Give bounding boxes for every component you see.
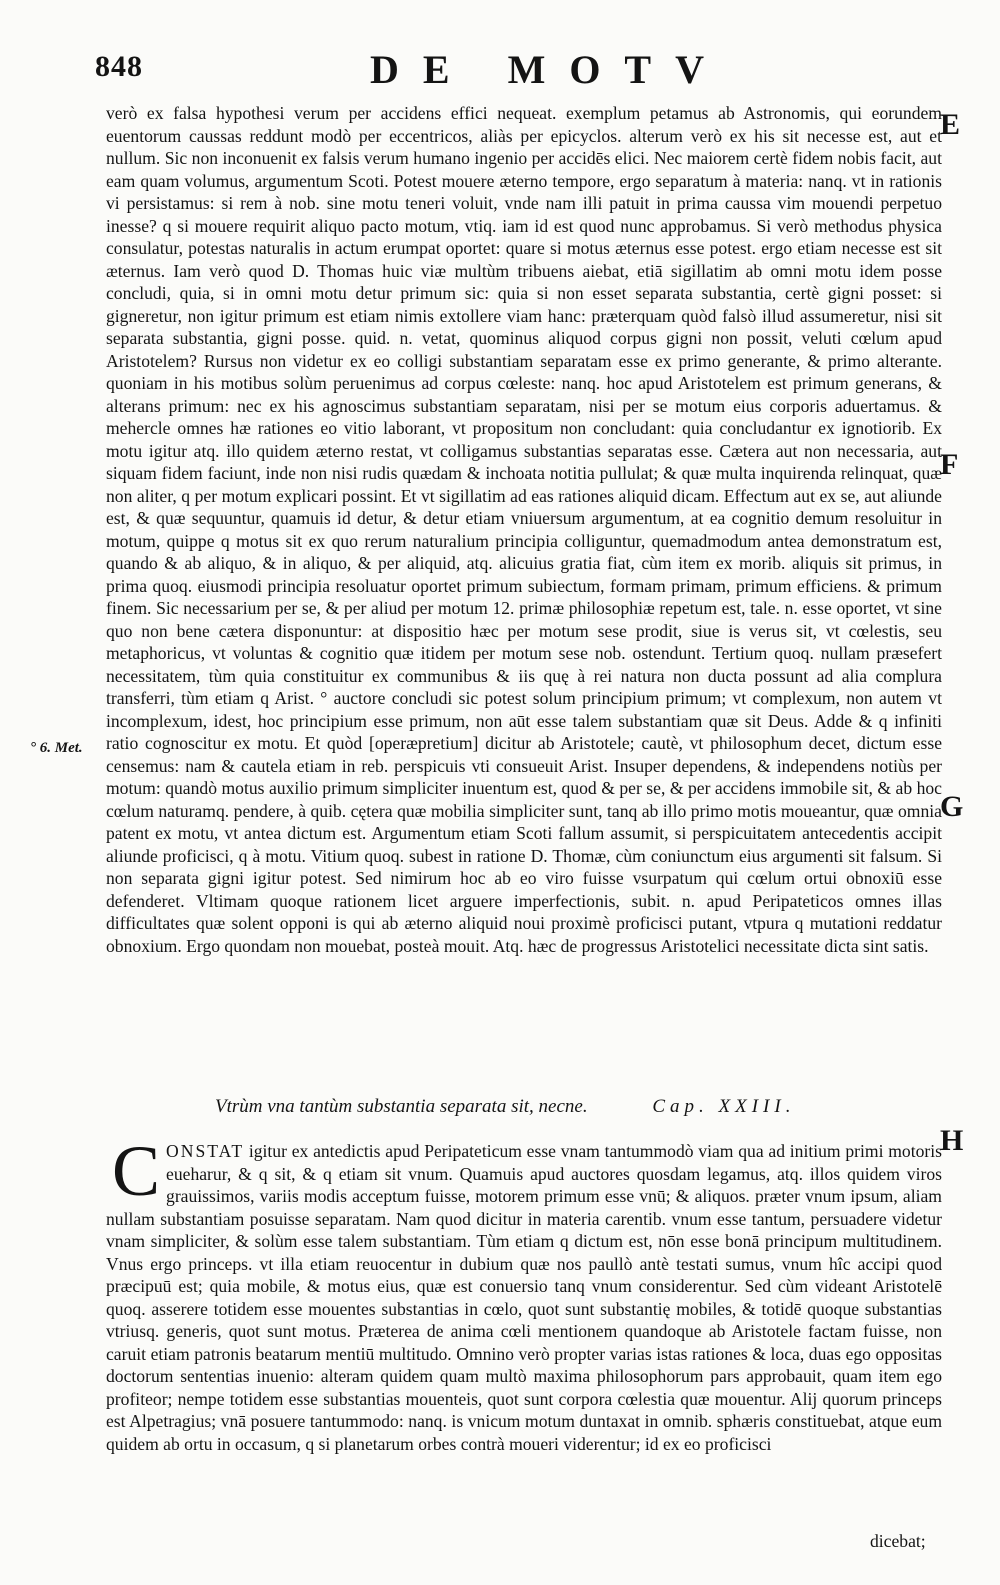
margin-note-reference: ° 6. Met. bbox=[30, 740, 83, 756]
margin-letter-f: F bbox=[940, 448, 959, 481]
running-title: DE MOTV bbox=[370, 47, 728, 92]
chapter-body-text: igitur ex antedictis apud Peripateticum esse vnam tantummodò viam qua ad initium primi motoris eueharur, & q sit, & q etiam sit vnum. Quamuis apud auctores quosdam legamus, atq. illos quidem viros grauissimos, variis modis acceptum fuisse, motorem primum esse vnū; & aliquos. præter vnum ipsum, aliam nullam substantiam posuisse separatam. Nam quod dicitur in materia carentib. vnum esse tantum, persuadere videtur vnam simpliciter, & solùm esse talem substantiam. Tùm etiam q dictum est, nōn esse bonā principum multitudinem. Vnus ergo princeps. vt illa etiam reuocentur in dubium quæ nos paullò antè testati sumus, vnum hîc accipi quod præcipuū est; quia mobile, & motus eius, quæ est conuersio tanq vnum considerentur. Sed cùm videant Aristotelē quoq. asserere totidem esse mouentes substantias in cœlo, quot sunt substantię mobiles, & totidē quoque substantias vtriusq. generis, quot sunt motus. Præterea de anima cœli mentionem quandoque ab Aristotele factam fuisse, non caruit etiam patronis beatarum mentiū multitudo. Omnino verò propter varias istas rationes & loca, duas ego oppositas doctorum sententias inuenio: alteram quidem quam multò maxima philosophorum pars approbauit, quam item ego profiteor; nempe totidem esse substantias mouenteis, quot sunt corpora cœlestia quæ mouentur. Alij quorum princeps est Alpetragius; vnā posuere tantummodo: nanq. is vnicum motum duntaxat in omnib. sphæris constituebat, atque eum quidem ab ortu in occasum, q si planetarum orbes contrà moueri viderentur; id ex eo proficisci bbox=[106, 1141, 942, 1454]
margin-letter-e: E bbox=[940, 108, 961, 141]
chapter-number: Cap. XXIII. bbox=[652, 1096, 796, 1117]
catchword: dicebat; bbox=[870, 1531, 926, 1551]
margin-letter-h: H bbox=[940, 1124, 964, 1157]
drop-cap-initial: C bbox=[112, 1131, 161, 1211]
main-text-paragraph: verò ex falsa hypothesi verum per accidens effici nequeat. exemplum petamus ab Astronomis, qui eorundem euentorum caussas reddunt modò per eccentricos, aliàs per epicyclos. alterum verò ex his sit necesse est, aut et nullum. Sic non inconuenit ex falsis verum humano ingenio per accidēs elici. Nec maiorem certè fidem nobis facit, aut eam quam volumus, argumentum Scoti. Potest mouere æterno tempore, ergo separatum à materia: nanq. vt in rationis vi persistamus: si rem à nob. sine motu teneri voluit, vnde nam illi patuit in prima caussa vim mouendi perpetuo inesse? q si mouere requirit aliquo pacto motum, vtiq. iam id est quod nunc approbamus. Si verò methodus physica consulatur, potestas naturalis in actum erumpat oportet: quare si motus æternus esse potest. ergo etiam necesse est sit æternus. Iam verò quod D. Thomas huic viæ multùm tribuens aiebat, etiā sigillatim ab omni motu idem posse concludi, quia, si in omni motu detur primum sic: quia si non esset separata substantia, certè gigni posset: si gigneretur, non igitur primum est etiam nimis extollere viam hanc: præterquam quòd falsò illud assumeretur, nisi sit separata substantia, gigni posse. quid. n. vetat, quominus aliquod corpus gigni non possit, veluti cœlum apud Aristotelem? Rursus non videtur ex eo colligi substantiam separatam esse ex primo generante, & primo alterante. quoniam in his motibus solùm peruenimus ad corpus cœleste: nanq. hoc apud Aristotelem est primum generans, & alterans primum: nec ex his agnoscimus substantiam separatam, nisi per se motum eius corporis aduertamus. & mehercle omnes hæ rationes eo vitio laborant, vt propositum non concludant: quia concludantur ex ignotiorib. Ex motu igitur atq. illo quidem æterno restat, vt colligamus substantias separatas esse. Cætera aut non necessaria, aut siquam fidem faciunt, inde non nisi rudis quædam & inchoata notitia pullulat; & quæ multa inquirenda relinquat, quæ non aliter, q per motum explicari possint. Et vt sigillatim ad eas rationes aliquid dicam. Effectum aut ex se, aut aliunde est, & quæ sequuntur, quamuis id detur, & detur etiam vniuersum argumentum, at ea cognitio demum resoluitur in motum, quippe q motus sit ex quo rerum naturalium principia colliguntur, quemadmodum antea demonstratum est, quando & ab aliquo, & in aliquo, & per aliquid, atq. alicuius gratia fiat, cùm item ex morib. aliquis sit primus, in prima quoq. eiusmodi principia resoluatur oportet primum subiectum, formam primam, primum efficiens. & primum finem. Sic necessarium per se, & per aliud per motum 12. primæ philosophiæ repetum est, tale. n. esse oportet, vt sine quo non bene cætera disponuntur: at dispositio hæc per motum sese prodit, siue is verus sit, vt cœlestis, seu metaphoricus, vt voluntas & cognitio quæ itidem per motum sese nob. ostendunt. Tertium quoq. nullam præsefert necessitatem, tùm quia constituitur ex communibus & iis quę à rei natura non ducta possunt ad alia complura transferri, tùm etiam q Arist. ° auctore concludi sic potest solum principium primum; vt complexum, non autem vt incomplexum, idest, hoc principium esse primum, non aūt esse talem substantiam quæ sit Deus. Adde & q infiniti ratio cognoscitur ex motu. Et quòd [operæpretium] dicitur ab Aristotele; cautè, vt philosophum decet, dictum esse censemus: nam & cautela etiam in reb. perspicuis vti consueuit Arist. Insuper dependens, & independens notiùs per motum: quandò motus auxilio primum simpliciter inuentum est, quod & per se, & per accidens immobile sit, & ab hoc cœlum naturamq. pendere, à quib. cętera quæ mobilia simpliciter sunt, tanq ab illo primo motis moueantur, quæ omnia patent ex motu, vt antea dictum est. Argumentum etiam Scoti fallum assumit, si perspicuitatem antecedentis accipit aliunde proficisci, q à motu. Vitium quoq. subest in ratione D. Thomæ, cùm coniunctum eius argumenti sit falsum. Si non separata gigni igitur potest. Sed nimirum hoc ab eo viro fuisse vsurpatum qui cœlum ortui obnoxiū esse defenderet. Vltimam quoque rationem licet arguere imperfectionis, subit. n. apud Peripateticos omnes illas difficultates quæ solent opponi is qui ab æterno aliquid noui proximè proficisci putant, vtpura q mutationi reddatur obnoxium. Ergo quondam non mouebat, posteà mouit. Atq. hæc de progressus Aristotelici necessitate dicta sint satis. bbox=[106, 103, 942, 956]
page-number: 848 bbox=[95, 50, 143, 83]
chapter-title: Vtrùm vna tantùm substantia separata sit, necne. bbox=[215, 1096, 588, 1117]
chapter-text-paragraph bbox=[106, 1131, 942, 1455]
opening-word: ONSTAT bbox=[166, 1141, 245, 1161]
margin-letter-g: G bbox=[940, 790, 964, 823]
chapter-heading bbox=[215, 1096, 795, 1118]
